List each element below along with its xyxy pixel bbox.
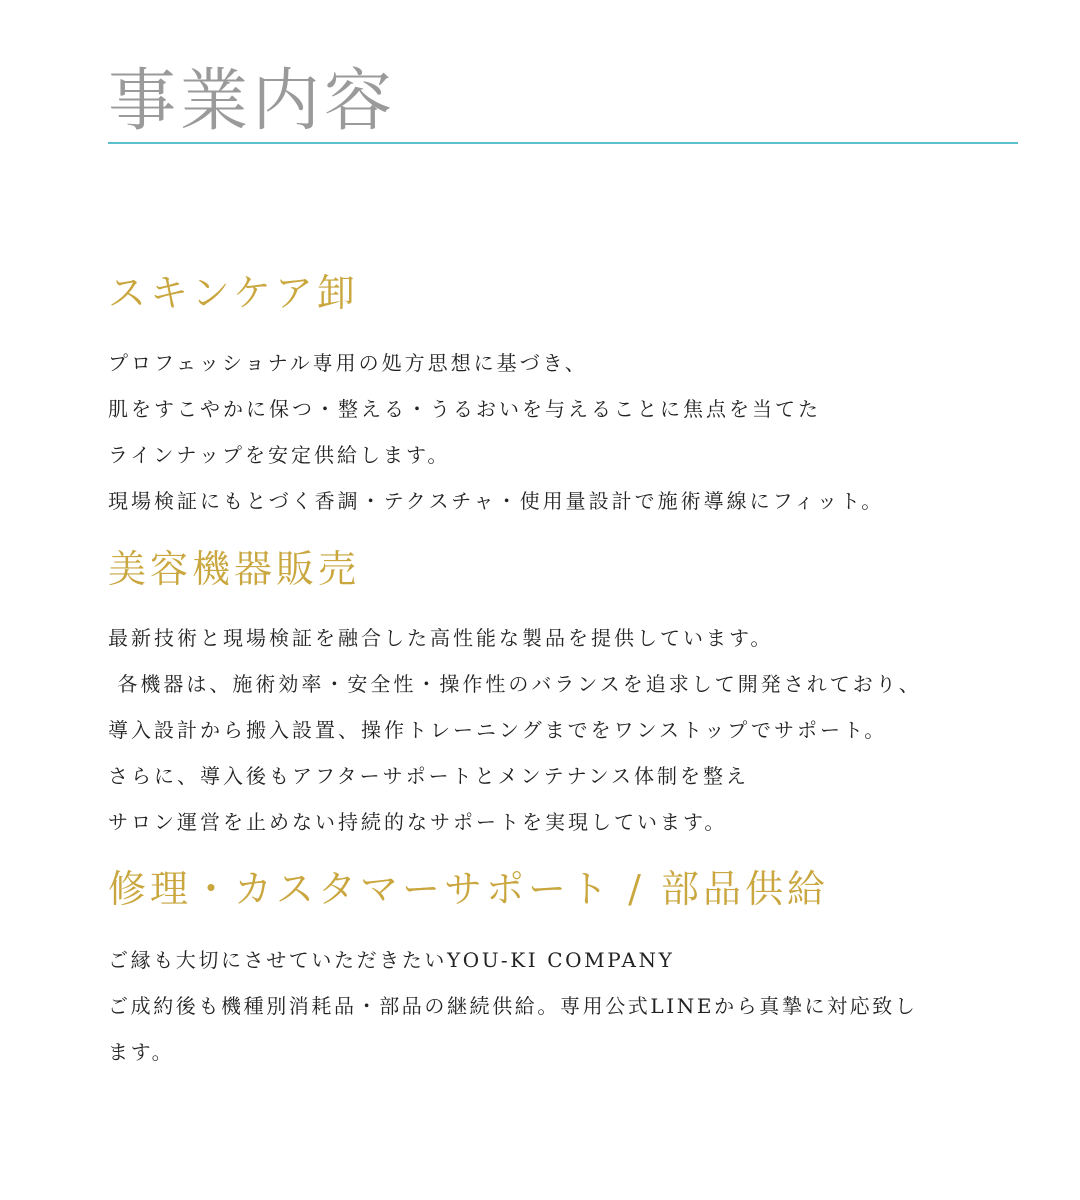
section-heading-support: 修理・カスタマーサポート / 部品供給 xyxy=(108,867,829,911)
body-line: 導入設計から搬入設置、操作トレーニングまでをワンストップでサポート。 xyxy=(108,718,888,742)
section-heading-equipment: 美容機器販売 xyxy=(108,547,361,591)
body-line: 現場検証にもとづく香調・テクスチャ・使用量設計で施術導線にフィット。 xyxy=(108,489,885,513)
section-body-skincare xyxy=(108,340,1018,524)
body-line: プロフェッショナル専用の処方思想に基づき、 xyxy=(108,351,588,375)
body-line: さらに、導入後もアフターサポートとメンテナンス体制を整え xyxy=(108,764,749,788)
body-line: ます。 xyxy=(108,1040,175,1064)
section-body-support xyxy=(108,937,1018,1075)
body-line: 最新技術と現場検証を融合した高性能な製品を提供しています。 xyxy=(108,626,774,650)
body-line: ラインナップを安定供給します。 xyxy=(108,443,451,467)
body-line: 各機器は、施術効率・安全性・操作性のバランスを追求して開発されており、 xyxy=(108,672,922,696)
body-line: ご成約後も機種別消耗品・部品の継続供給。専用公式LINEから真摯に対応致し xyxy=(108,994,918,1018)
body-line: サロン運営を止めない持続的なサポートを実現しています。 xyxy=(108,810,728,834)
title-underline xyxy=(108,142,1018,144)
body-line: ご縁も大切にさせていただきたいYOU-KI COMPANY xyxy=(108,948,675,972)
body-line: 肌をすこやかに保つ・整える・うるおいを与えることに焦点を当てた xyxy=(108,397,821,421)
page-title: 事業内容 xyxy=(108,62,397,141)
section-body-equipment xyxy=(108,615,1018,845)
section-heading-skincare: スキンケア卸 xyxy=(108,271,359,315)
